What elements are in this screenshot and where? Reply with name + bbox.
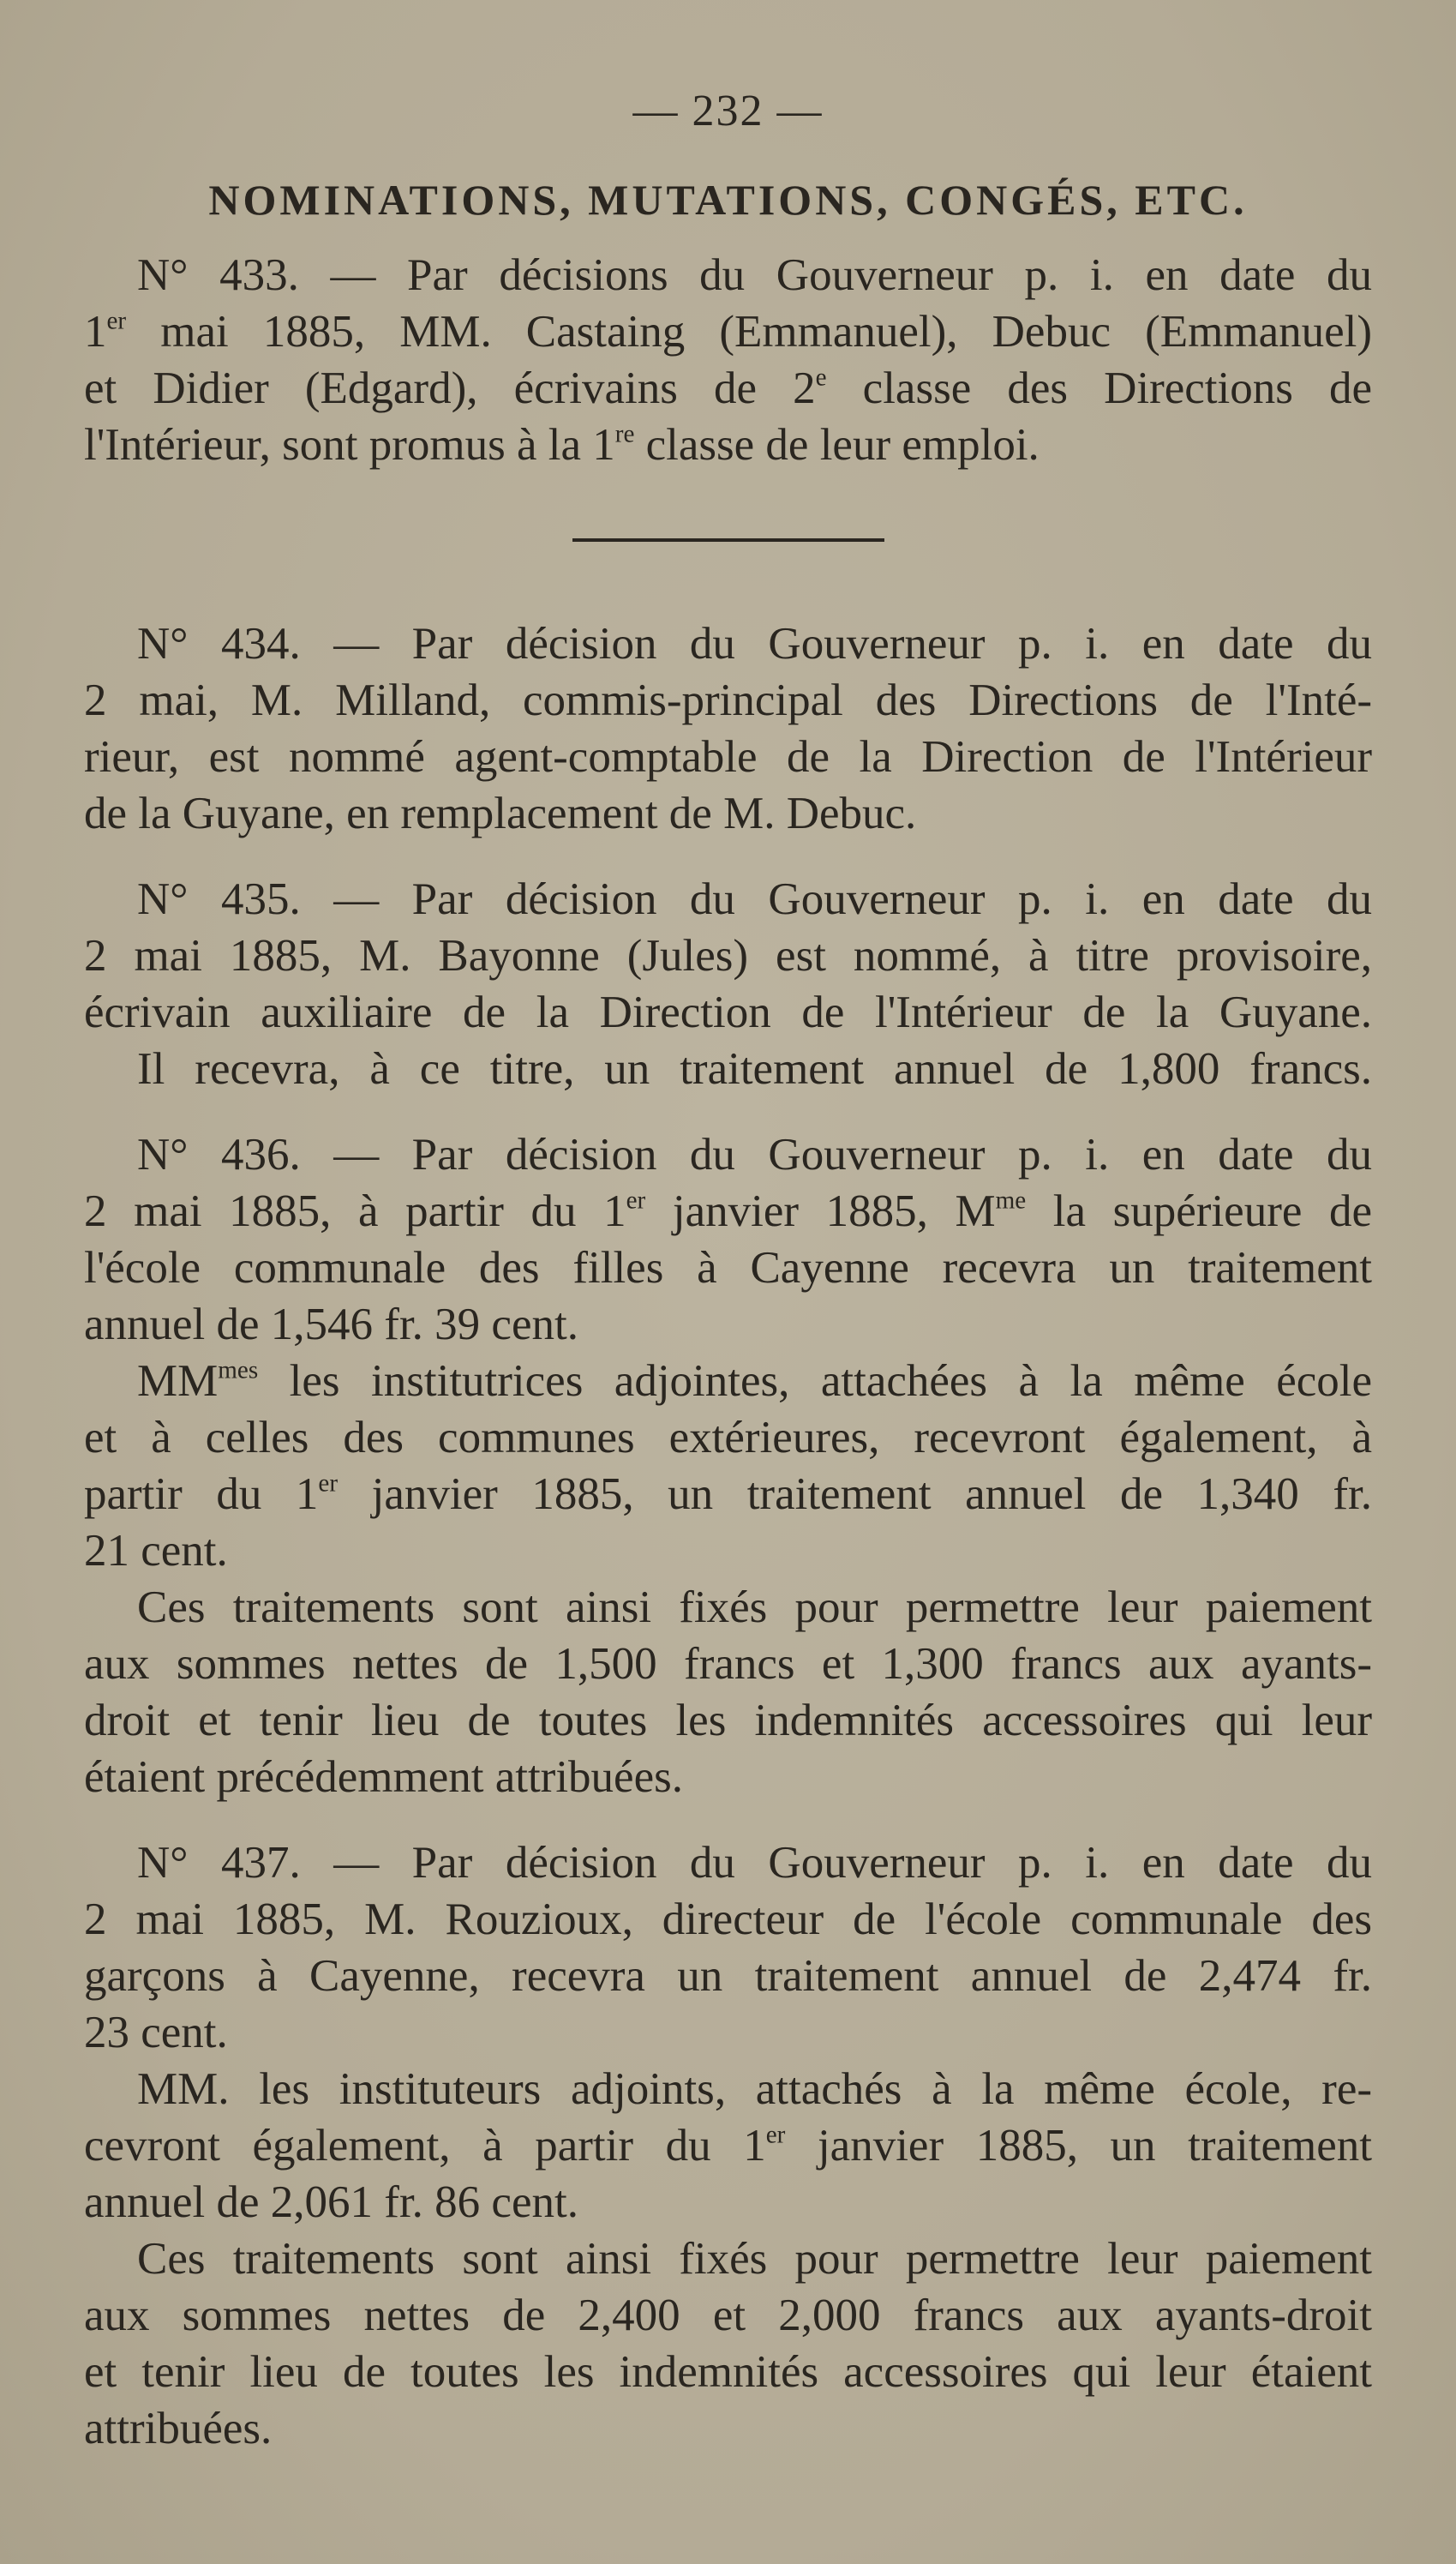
text-run: aux sommes nettes de 2,400 et 2,000 francs aux ayants-droit (84, 2291, 1372, 2340)
text-run: et Didier (Edgard), écrivains de 2 (84, 363, 816, 413)
decision-435 (84, 871, 1372, 1097)
text-run: 2 mai, M. Milland, commis-principal des Directions de l'Inté- (84, 676, 1372, 725)
decision-437 (84, 1834, 1372, 2457)
superscript-text: er (626, 1186, 646, 1215)
text-run: N° 433. — Par décisions du Gouverneur p. i. en date du (137, 250, 1372, 300)
text-run: l'Intérieur, sont promus à la 1 (84, 420, 615, 470)
text-run: classe des Directions de (826, 363, 1372, 413)
text-run: MM. les instituteurs adjoints, attachés à la même école, re- (137, 2064, 1372, 2114)
superscript-text: er (106, 307, 127, 335)
text-line (84, 1834, 1372, 1891)
text-run: 2 mai 1885, à partir du 1 (84, 1186, 626, 1236)
text-line (84, 2061, 1372, 2117)
text-run: 2 mai 1885, M. Rouzioux, directeur de l'école communale des (84, 1894, 1372, 1944)
superscript-text: er (318, 1469, 339, 1498)
page-number: — 232 — (632, 87, 824, 135)
text-run: 1 (84, 307, 107, 357)
text-run: et à celles des communes extérieures, recevront également, à (84, 1413, 1372, 1462)
text-run: annuel de 2,061 fr. 86 cent. (84, 2177, 578, 2227)
text-line (84, 984, 1372, 1041)
superscript-text: e (815, 363, 827, 392)
text-line (84, 2174, 1372, 2231)
text-run: classe de leur emploi. (634, 420, 1040, 470)
text-run: MM (137, 1356, 219, 1406)
text-line (84, 303, 1372, 360)
text-run: de la Guyane, en remplacement de M. Debuc. (84, 789, 917, 838)
text-run: 21 cent. (84, 1526, 228, 1576)
text-line (84, 1409, 1372, 1466)
text-line (84, 2400, 1372, 2457)
text-run: rieur, est nommé agent-comptable de la Direction de l'Intérieur (84, 732, 1372, 782)
text-line (84, 1296, 1372, 1353)
superscript-text: er (765, 2121, 786, 2149)
text-line (84, 615, 1372, 672)
text-line (84, 2344, 1372, 2400)
text-line (84, 1749, 1372, 1805)
text-run: N° 437. — Par décision du Gouverneur p. i. en date du (137, 1838, 1372, 1888)
text-run: annuel de 1,546 fr. 39 cent. (84, 1300, 578, 1349)
text-run: la supérieure de (1026, 1186, 1372, 1236)
text-run: et tenir lieu de toutes les indemnités accessoires qui leur étaient (84, 2347, 1372, 2397)
decision-436 (84, 1126, 1372, 1805)
text-run: les institutrices adjointes, attachées à la même école (258, 1356, 1372, 1406)
text-line (84, 1522, 1372, 1579)
section-heading: NOMINATIONS, MUTATIONS, CONGÉS, ETC. (208, 176, 1248, 224)
text-line (84, 1466, 1372, 1522)
text-line (84, 1353, 1372, 1409)
text-run: 23 cent. (84, 2008, 228, 2057)
superscript-text: re (614, 420, 635, 448)
text-run: étaient précédemment attribuées. (84, 1752, 683, 1802)
text-run: mai 1885, MM. Castaing (Emmanuel), Debuc (Emmanuel) (126, 307, 1372, 357)
text-line (84, 1126, 1372, 1183)
text-run: Ces traitements sont ainsi fixés pour permettre leur paiement (137, 1582, 1372, 1632)
text-line (84, 871, 1372, 928)
superscript-text: mes (218, 1356, 259, 1384)
text-line (84, 1183, 1372, 1240)
text-line (84, 928, 1372, 984)
text-line (84, 2287, 1372, 2344)
text-line (84, 1240, 1372, 1296)
text-run: attribuées. (84, 2404, 273, 2453)
text-run: cevront également, à partir du 1 (84, 2121, 766, 2171)
text-run: aux sommes nettes de 1,500 francs et 1,300 francs aux ayants- (84, 1639, 1372, 1689)
separator-rule (572, 538, 884, 542)
text-line (84, 1948, 1372, 2004)
text-line (84, 1891, 1372, 1948)
text-line (84, 785, 1372, 842)
text-run: écrivain auxiliaire de la Direction de l'Intérieur de la Guyane. (84, 988, 1372, 1037)
text-line (84, 1041, 1372, 1097)
text-line (84, 1636, 1372, 1692)
text-line (84, 2231, 1372, 2287)
text-line (84, 672, 1372, 729)
decision-433 (84, 247, 1372, 473)
text-line (84, 417, 1372, 473)
text-run: Il recevra, à ce titre, un traitement annuel de 1,800 francs. (137, 1044, 1372, 1094)
text-run: garçons à Cayenne, recevra un traitement annuel de 2,474 fr. (84, 1951, 1372, 2001)
text-line (84, 247, 1372, 303)
superscript-text: me (995, 1186, 1027, 1215)
text-run: N° 435. — Par décision du Gouverneur p. i. en date du (137, 874, 1372, 924)
text-line (84, 1692, 1372, 1749)
text-line (84, 2117, 1372, 2174)
text-line (84, 729, 1372, 785)
text-run: droit et tenir lieu de toutes les indemnités accessoires qui leur (84, 1696, 1372, 1745)
text-run: janvier 1885, un traitement annuel de 1,340 fr. (338, 1469, 1372, 1519)
text-line (84, 1579, 1372, 1636)
text-run: partir du 1 (84, 1469, 319, 1519)
text-run: janvier 1885, M (645, 1186, 996, 1236)
text-run: janvier 1885, un traitement (785, 2121, 1372, 2171)
text-run: l'école communale des filles à Cayenne recevra un traitement (84, 1243, 1372, 1293)
text-run: 2 mai 1885, M. Bayonne (Jules) est nommé, à titre provisoire, (84, 931, 1372, 981)
text-run: N° 434. — Par décision du Gouverneur p. i. en date du (137, 619, 1372, 669)
decision-434 (84, 615, 1372, 842)
text-run: N° 436. — Par décision du Gouverneur p. i. en date du (137, 1130, 1372, 1180)
text-line (84, 2004, 1372, 2061)
text-line (84, 360, 1372, 417)
text-run: Ces traitements sont ainsi fixés pour permettre leur paiement (137, 2234, 1372, 2284)
